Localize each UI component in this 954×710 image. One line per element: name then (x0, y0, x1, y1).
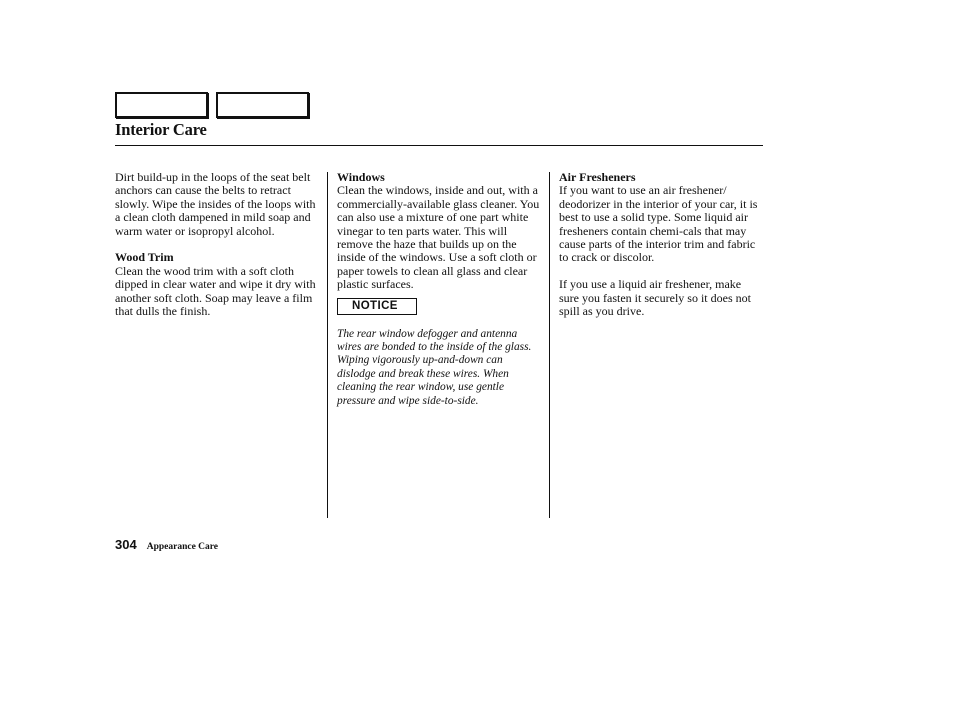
column-1 (115, 171, 320, 332)
nav-tab-box-2[interactable] (216, 92, 309, 118)
windows-heading: Windows (337, 170, 385, 184)
page-footer (115, 536, 218, 554)
wood-trim-section (115, 251, 320, 318)
wood-trim-paragraph: Clean the wood trim with a soft cloth dipped in clear water and wipe it dry with another soft cloth. Soap may leave a film that dulls the finish. (115, 263, 316, 319)
column-divider-2 (549, 172, 550, 518)
seat-belt-paragraph: Dirt build-up in the loops of the seat belt anchors can cause the belts to retract slowly. Wipe the insides of the loops with a clean cloth dampened in mild soap and warm water or isopropyl alcohol. (115, 170, 316, 238)
column-2 (337, 171, 542, 408)
column-3 (559, 171, 764, 332)
page-title: Interior Care (115, 120, 207, 139)
notice-label: NOTICE (337, 298, 417, 315)
title-rule (115, 145, 763, 146)
windows-section (337, 171, 542, 292)
nav-tab-box-1[interactable] (115, 92, 208, 118)
air-fresheners-section (559, 171, 764, 265)
column-divider-1 (327, 172, 328, 518)
section-name: Appearance Care (146, 542, 219, 552)
wood-trim-heading: Wood Trim (115, 250, 174, 265)
liquid-freshener-paragraph: If you use a liquid air freshener, make sure you fasten it securely so it does not spill as you drive. (559, 277, 751, 319)
page-number: 304 (115, 537, 137, 552)
windows-paragraph: Clean the windows, inside and out, with a commercially-available glass cleaner. You can also use a mixture of one part white vinegar to ten parts water. This will remove the haze that builds up on the inside of the windows. Use a soft cloth or paper towels to clean all glass and clear plastic surfaces. (337, 183, 540, 292)
air-fresheners-paragraph: If you want to use an air freshener/ deodorizer in the interior of your car, it is best to use a solid type. Some liquid air fresheners contain chemi-cals that may cause parts of the interior trim and fabric to crack or discolor. (559, 183, 758, 265)
air-fresheners-heading: Air Fresheners (559, 170, 636, 184)
notice-paragraph: The rear window defogger and antenna wires are bonded to the inside of the glass. Wiping vigorously up-and-down can dislodge and break these wires. When cleaning the rear window, use gentle pressure and wipe side-to-side. (337, 327, 532, 407)
